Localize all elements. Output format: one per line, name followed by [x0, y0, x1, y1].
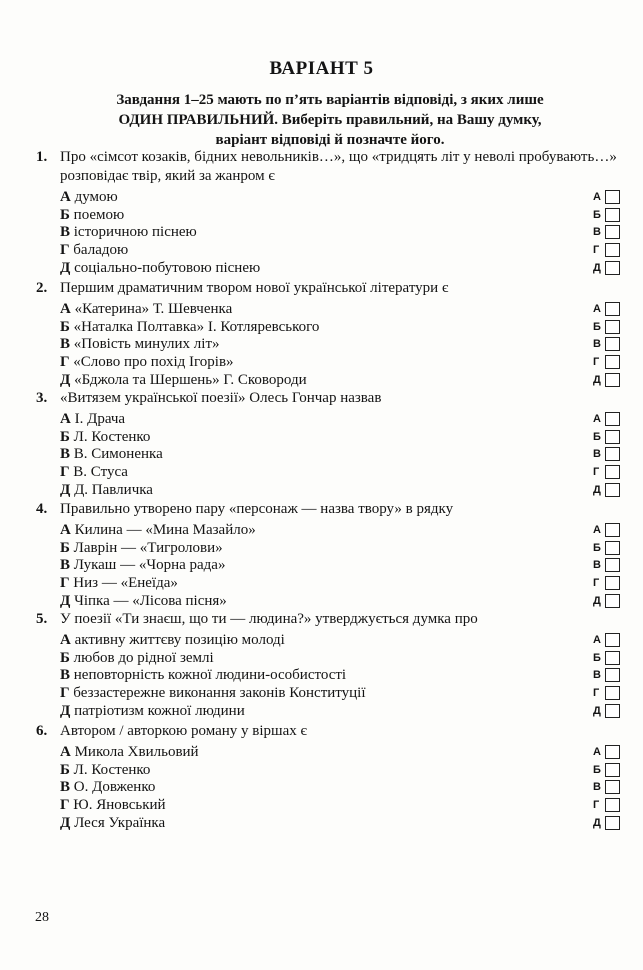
checkbox-square[interactable]	[605, 763, 620, 777]
checkbox-square[interactable]	[605, 558, 620, 572]
answer-option	[60, 667, 631, 685]
answer-checkbox[interactable]	[593, 301, 630, 316]
question-text: Автором / авторкою роману у віршах є	[60, 723, 307, 739]
answer-checkbox[interactable]	[593, 207, 630, 222]
checkbox-square[interactable]	[605, 261, 620, 275]
answer-checkbox[interactable]	[593, 354, 630, 369]
answer-checkbox[interactable]	[593, 319, 630, 334]
checkbox-square[interactable]	[605, 337, 620, 351]
answer-checkbox[interactable]	[593, 779, 630, 794]
question-2	[36, 279, 631, 389]
checkbox-square[interactable]	[605, 243, 620, 257]
checkbox-square[interactable]	[605, 668, 620, 682]
answer-checkbox[interactable]	[593, 815, 630, 830]
answer-checkbox[interactable]	[593, 540, 630, 555]
answer-option	[60, 703, 631, 721]
checkbox-square[interactable]	[605, 816, 620, 830]
option-text: Л. Костенко	[69, 428, 151, 445]
option-text: Килина — «Мина Мазайло»	[70, 522, 256, 538]
option-letter: Г	[60, 242, 70, 259]
question-number: 2.	[36, 280, 48, 296]
checkbox-letter: Г	[593, 244, 600, 257]
checkbox-letter: Г	[593, 356, 600, 369]
option-letter: А	[60, 189, 71, 205]
answer-checkbox[interactable]	[593, 446, 630, 461]
checkbox-letter: Б	[593, 763, 601, 776]
question-4	[36, 500, 631, 610]
checkbox-square[interactable]	[605, 541, 620, 555]
option-text: поемою	[69, 206, 125, 223]
option-letter: Б	[60, 539, 70, 556]
answer-option	[60, 464, 631, 482]
answer-checkbox[interactable]	[593, 685, 630, 700]
option-text: Низ — «Енеїда»	[69, 575, 178, 592]
answer-checkbox[interactable]	[593, 411, 630, 426]
option-text: І. Драча	[70, 411, 126, 427]
checkbox-letter: А	[593, 303, 601, 315]
checkbox-square[interactable]	[605, 651, 620, 665]
option-letter: В	[60, 336, 71, 353]
answer-option	[60, 685, 631, 703]
checkbox-square[interactable]	[605, 355, 620, 369]
checkbox-letter: Д	[593, 816, 601, 829]
option-text: «Бджола та Шершень» Г. Сковороди	[70, 371, 307, 388]
answer-option	[60, 301, 631, 319]
checkbox-square[interactable]	[605, 225, 620, 239]
option-text: активну життєву позицію молоді	[70, 632, 285, 648]
option-text: Леся Українка	[70, 814, 166, 831]
answer-option	[60, 336, 631, 354]
checkbox-square[interactable]	[605, 798, 620, 812]
checkbox-square[interactable]	[605, 447, 620, 461]
checkbox-letter: В	[593, 226, 601, 239]
option-letter: Г	[60, 354, 70, 371]
option-letter: Б	[60, 761, 70, 778]
page-number: 28	[35, 910, 49, 925]
instruction-line: ОДИН ПРАВИЛЬНИЙ. Виберіть правильний, на Вашу думку,	[118, 112, 542, 128]
answer-checkbox[interactable]	[593, 744, 630, 759]
checkbox-letter: Д	[593, 704, 601, 717]
answer-option	[60, 189, 631, 207]
answer-checkbox[interactable]	[593, 762, 630, 777]
checkbox-square[interactable]	[605, 302, 620, 316]
option-letter: Б	[60, 318, 70, 335]
checkbox-letter: А	[593, 634, 601, 646]
answer-option	[60, 522, 631, 540]
answer-option	[60, 429, 631, 447]
option-letter: В	[60, 224, 71, 241]
option-text: О. Довженко	[70, 779, 156, 796]
answer-option	[60, 411, 631, 429]
checkbox-letter: Б	[593, 320, 601, 333]
option-text: Лаврін — «Тигролови»	[69, 539, 223, 556]
checkbox-letter: А	[593, 746, 601, 758]
answer-checkbox[interactable]	[593, 650, 630, 665]
option-text: думою	[70, 189, 118, 205]
checkbox-square[interactable]	[605, 208, 620, 222]
question-number: 4.	[36, 501, 48, 517]
checkbox-letter: Д	[593, 261, 601, 274]
checkbox-letter: Б	[593, 541, 601, 554]
answer-option	[60, 632, 631, 650]
answer-option	[60, 593, 631, 611]
checkbox-square[interactable]	[605, 745, 620, 759]
checkbox-square[interactable]	[605, 483, 620, 497]
checkbox-square[interactable]	[605, 190, 620, 204]
option-text: Микола Хвильовий	[70, 744, 199, 760]
answer-checkbox[interactable]	[593, 260, 630, 275]
checkbox-square[interactable]	[605, 594, 620, 608]
option-text: патріотизм кожної людини	[70, 702, 245, 719]
answer-option	[60, 744, 631, 762]
answer-option	[60, 207, 631, 225]
answer-option	[60, 260, 631, 278]
option-text: В. Симоненка	[70, 446, 163, 463]
option-letter: В	[60, 779, 71, 796]
checkbox-square[interactable]	[605, 320, 620, 334]
answer-checkbox[interactable]	[593, 667, 630, 682]
option-letter: Д	[60, 481, 71, 498]
checkbox-letter: А	[593, 191, 601, 203]
instruction-line: Завдання 1–25 мають по п’ять варіантів відповіді, з яких лише	[116, 92, 544, 108]
answer-option	[60, 482, 631, 500]
question-number: 1.	[36, 149, 48, 165]
checkbox-square[interactable]	[605, 780, 620, 794]
answer-option	[60, 319, 631, 337]
checkbox-letter: В	[593, 781, 601, 794]
question-text: Правильно утворено пару «персонаж — назва твору» в рядку	[60, 501, 454, 517]
checkbox-letter: В	[593, 448, 601, 461]
option-text: неповторність кожної людини-особистості	[70, 667, 347, 684]
answer-option	[60, 540, 631, 558]
option-letter: В	[60, 667, 71, 684]
question-text: У поезії «Ти знаєш, що ти — людина?» утверджується думка про	[60, 611, 478, 627]
checkbox-square[interactable]	[605, 373, 620, 387]
option-letter: А	[60, 522, 71, 538]
answer-checkbox[interactable]	[593, 429, 630, 444]
option-text: Лукаш — «Чорна рада»	[70, 557, 226, 574]
answer-option	[60, 372, 631, 390]
option-letter: Д	[60, 814, 71, 831]
checkbox-letter: В	[593, 338, 601, 351]
checkbox-letter: Г	[593, 466, 600, 479]
question-3	[36, 389, 631, 499]
checkbox-square[interactable]	[605, 686, 620, 700]
option-text: беззастережне виконання законів Конституції	[69, 685, 366, 702]
option-letter: Г	[60, 575, 70, 592]
option-text: Ю. Яновський	[69, 797, 166, 814]
question-number: 6.	[36, 723, 48, 739]
checkbox-letter: Б	[593, 208, 601, 221]
option-text: «Слово про похід Ігорів»	[69, 354, 234, 371]
option-text: соціально-побутовою піснею	[70, 259, 261, 276]
option-letter: Б	[60, 206, 70, 223]
option-text: «Катерина» Т. Шевченка	[70, 301, 233, 317]
option-letter: А	[60, 744, 71, 760]
option-letter: Г	[60, 464, 70, 481]
answer-option	[60, 557, 631, 575]
option-letter: Г	[60, 797, 70, 814]
option-letter: А	[60, 632, 71, 648]
checkbox-letter: В	[593, 669, 601, 682]
option-text: В. Стуса	[69, 464, 128, 481]
checkbox-square[interactable]	[605, 465, 620, 479]
instruction-line: варіант відповіді й позначте його.	[215, 132, 445, 148]
checkbox-square[interactable]	[605, 430, 620, 444]
option-text: «Наталка Полтавка» І. Котляревського	[69, 318, 320, 335]
answer-option	[60, 797, 631, 815]
checkbox-square[interactable]	[605, 704, 620, 718]
question-number: 5.	[36, 611, 48, 627]
option-letter: В	[60, 557, 71, 574]
checkbox-letter: В	[593, 559, 601, 572]
checkbox-square[interactable]	[605, 576, 620, 590]
option-letter: А	[60, 301, 71, 317]
checkbox-square[interactable]	[605, 412, 620, 426]
answer-option	[60, 815, 631, 833]
question-1	[36, 148, 631, 277]
answer-option	[60, 762, 631, 780]
question-text: Першим драматичним твором нової української літератури є	[60, 280, 449, 296]
answer-checkbox[interactable]	[593, 575, 630, 590]
answer-option	[60, 575, 631, 593]
answer-checkbox[interactable]	[593, 632, 630, 647]
option-letter: Д	[60, 592, 71, 609]
answer-checkbox[interactable]	[593, 464, 630, 479]
option-letter: Д	[60, 702, 71, 719]
option-letter: Б	[60, 649, 70, 666]
answer-checkbox[interactable]	[593, 372, 630, 387]
option-text: Чіпка — «Лісова пісня»	[70, 592, 227, 609]
question-number: 3.	[36, 390, 48, 406]
option-text: Л. Костенко	[69, 761, 151, 778]
option-letter: Г	[60, 685, 70, 702]
option-text: любов до рідної землі	[69, 649, 214, 666]
checkbox-letter: Б	[593, 651, 601, 664]
checkbox-letter: Б	[593, 430, 601, 443]
checkbox-letter: Д	[593, 373, 601, 386]
answer-option	[60, 779, 631, 797]
answer-option	[60, 650, 631, 668]
answer-checkbox[interactable]	[593, 242, 630, 257]
option-letter: Б	[60, 428, 70, 445]
option-letter: Д	[60, 259, 71, 276]
instructions	[80, 90, 580, 150]
checkbox-letter: Д	[593, 483, 601, 496]
answer-checkbox[interactable]	[593, 224, 630, 239]
checkbox-square[interactable]	[605, 633, 620, 647]
answer-checkbox[interactable]	[593, 336, 630, 351]
answer-checkbox[interactable]	[593, 593, 630, 608]
answer-option	[60, 224, 631, 242]
checkbox-square[interactable]	[605, 523, 620, 537]
option-letter: А	[60, 411, 71, 427]
question-text: Про «сімсот козаків, бідних невольників…», що «тридцять літ у неволі пробувають…» розповідає твір, який за жанром є	[60, 149, 617, 184]
checkbox-letter: Д	[593, 594, 601, 607]
answer-checkbox[interactable]	[593, 703, 630, 718]
answer-checkbox[interactable]	[593, 557, 630, 572]
answer-option	[60, 242, 631, 260]
option-letter: В	[60, 446, 71, 463]
question-text: «Витязем української поезії» Олесь Гончар назвав	[60, 390, 382, 406]
checkbox-letter: Г	[593, 687, 600, 700]
option-text: Д. Павличка	[70, 481, 153, 498]
answer-checkbox[interactable]	[593, 522, 630, 537]
option-letter: Д	[60, 371, 71, 388]
checkbox-letter: А	[593, 524, 601, 536]
option-text: баладою	[69, 242, 129, 259]
answer-checkbox[interactable]	[593, 482, 630, 497]
option-text: історичною піснею	[70, 224, 197, 241]
option-text: «Повість минулих літ»	[70, 336, 220, 353]
question-5	[36, 610, 631, 720]
variant-title: ВАРІАНТ 5	[269, 58, 374, 79]
answer-option	[60, 354, 631, 372]
answer-option	[60, 446, 631, 464]
question-6	[36, 722, 631, 832]
answer-checkbox[interactable]	[593, 189, 630, 204]
answer-checkbox[interactable]	[593, 797, 630, 812]
checkbox-letter: Г	[593, 577, 600, 590]
checkbox-letter: Г	[593, 799, 600, 812]
checkbox-letter: А	[593, 413, 601, 425]
